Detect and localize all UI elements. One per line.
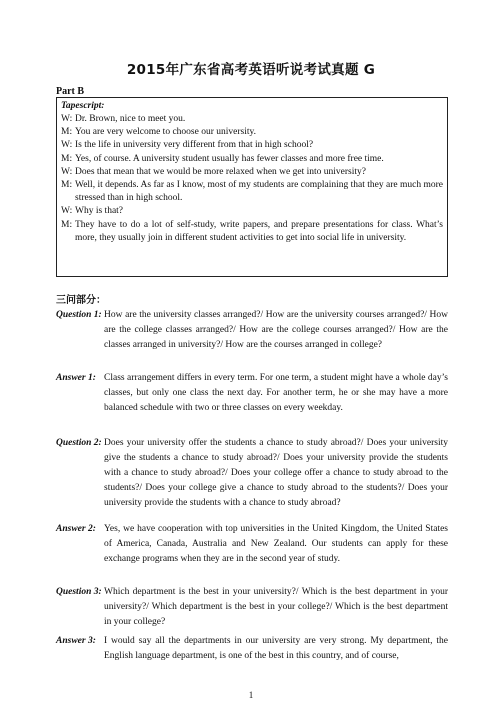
dialogue-text: Is the life in university very different from that in high school? [75,140,314,151]
dialogue-line [61,139,443,152]
question-block [56,585,448,630]
question-label: Question 1: [56,310,102,320]
dialogue-text: Dr. Brown, nice to meet you. [75,114,186,124]
answer-text: Class arrangement differs in every term. For one term, a student might have a whole day’s classes, but only one class the next day. For another term, he or she may have a more balanced schedule with two or three classes on every weekday. [104,373,448,413]
section-title: 三问部分： [56,295,106,306]
dialogue-line [61,126,443,139]
speaker: W: [61,140,73,151]
speaker: W: [61,114,73,124]
part-label: Part B [56,86,85,97]
dialogue-line [61,166,443,179]
dialogue-text: Yes, of course. A university student usually has fewer classes and more free time. [75,153,384,164]
page-number: 1 [248,690,254,700]
dialogue-text: They have to do a lot of self-study, write papers, and prepare presentations for class. What’s more, they usually join in different student activities to get into social life in university. [75,219,443,243]
speaker: M: [61,127,73,138]
question-label: Question 3: [56,587,102,597]
tapescript-label: Tapescript: [61,101,105,111]
answer-block [56,371,448,416]
question-block [56,308,448,353]
dialogue-line [61,153,443,166]
dialogue-line [61,113,443,126]
speaker: W: [61,166,73,177]
dialogue-text: Does that mean that we would be more relaxed when we get into university? [75,166,366,177]
answer-text: I would say all the departments in our university are very strong. My department, the English language department, is one of the best in this country, and of course, [104,636,448,661]
answer-label: Answer 1: [56,373,96,383]
dialogue-text: Why is that? [75,206,124,217]
answer-text: Yes, we have cooperation with top universities in the United Kingdom, the United States of America, Canada, Australia and New Zealand. Our students can apply for these exchange programs when they are in the second year of study. [104,524,448,564]
question-text: How are the university classes arranged?/ How are the university courses arranged?/ How are the college classes arranged?/ How are the college courses arranged?/ How are the classes arranged in university?/ How are the courses arranged in college? [104,310,448,350]
dialogue-line [61,179,443,205]
page-title: 2015年广东省高考英语听说考试真题 G [126,62,376,78]
answer-label: Answer 2: [56,524,96,534]
dialogue-line [61,205,443,218]
dialogue-line [61,219,443,245]
speaker: W: [61,206,73,217]
question-block [56,436,448,511]
answer-block [56,522,448,567]
speaker: M: [61,219,73,230]
answer-label: Answer 3: [56,636,96,646]
dialogue-text: You are very welcome to choose our university. [75,127,256,138]
answer-block [56,634,448,664]
question-text: Does your university offer the students a chance to study abroad?/ Does your university give the students a chance to study abroad?/ Does your university provide the students with a chance to study abroad?/ Does your college offer a chance to study abroad to the students?/ Does your college give a chance to study abroad to the students?/ Does your university provide the students with a chance to study abroad? [104,438,448,508]
tapescript-box [56,97,448,277]
question-label: Question 2: [56,438,102,448]
speaker: M: [61,180,73,191]
dialogue-text: Well, it depends. As far as I know, most of my students are complaining that they are much more stressed than in high school. [75,180,443,204]
speaker: M: [61,153,73,164]
question-text: Which department is the best in your university?/ Which is the best department in your university?/ Which department is the best in your college?/ Which is the best department in your college? [104,587,448,627]
